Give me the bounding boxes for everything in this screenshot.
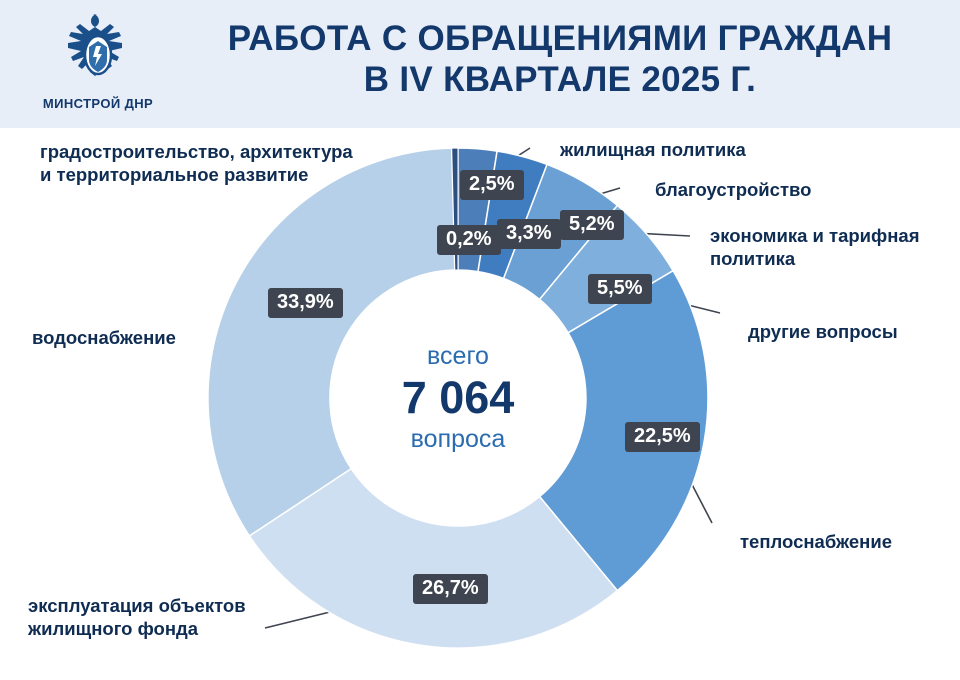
callout-blagoustroystvo [655, 178, 811, 201]
slice-vodosnabzhenie [208, 148, 455, 536]
center-total-value: 7 064 [401, 372, 515, 424]
badge-blagoustroystvo: 3,3% [497, 219, 561, 249]
callout-gradostroitelstvo [40, 140, 353, 186]
callout-ekspluatatsiya [28, 594, 246, 640]
center-total-unit: вопроса [410, 424, 506, 453]
badge-drugie-voprosy: 5,5% [588, 274, 652, 304]
callout-ekspluatatsiya-line1: эксплуатация объектов [28, 595, 246, 616]
callout-zhilishchnaya-politika [560, 138, 746, 161]
badge-vodosnabzhenie: 33,9% [268, 288, 343, 318]
callout-gradostroitelstvo-line1: градостроительство, архитектура [40, 141, 353, 162]
callout-drugie-voprosy-line1: другие вопросы [748, 321, 898, 342]
center-total-caption: всего [427, 341, 489, 370]
callout-ekonomika [710, 224, 920, 270]
badge-ekspluatatsiya: 26,7% [413, 574, 488, 604]
page-header [0, 0, 960, 128]
badge-ekonomika: 5,2% [560, 210, 624, 240]
page-title-line2: В IV КВАРТАЛЕ 2025 Г. [363, 60, 757, 100]
callout-ekspluatatsiya-line2: жилищного фонда [28, 618, 199, 640]
callout-teplosnabzhenie [740, 530, 892, 553]
callout-teplosnabzhenie-line1: теплоснабжение [740, 531, 893, 552]
callout-gradostroitelstvo-line2: и территориальное развитие [40, 164, 309, 186]
callout-blagoustroystvo-line1: благоустройство [655, 179, 812, 200]
callout-ekonomika-line2: политика [710, 248, 796, 270]
callout-zhilishchnaya-politika-line1: жилищная политика [560, 139, 746, 160]
eagle-emblem-icon [50, 8, 146, 94]
chart-area [0, 128, 960, 680]
logo-caption: МИНСТРОЙ ДНР [42, 96, 154, 111]
badge-gradostroitelstvo: 0,2% [437, 225, 501, 255]
callout-vodosnabzhenie-line1: водоснабжение [32, 327, 176, 348]
ministry-logo [18, 6, 178, 122]
badge-zhilishchnaya-politika: 2,5% [460, 170, 524, 200]
badge-teplosnabzhenie: 22,5% [625, 422, 700, 452]
callout-vodosnabzhenie [32, 326, 176, 349]
callout-ekonomika-line1: экономика и тарифная [710, 225, 920, 246]
page-title-line1: РАБОТА С ОБРАЩЕНИЯМИ ГРАЖДАН [227, 19, 893, 58]
callout-drugie-voprosy [748, 320, 898, 343]
page-title [180, 18, 940, 101]
